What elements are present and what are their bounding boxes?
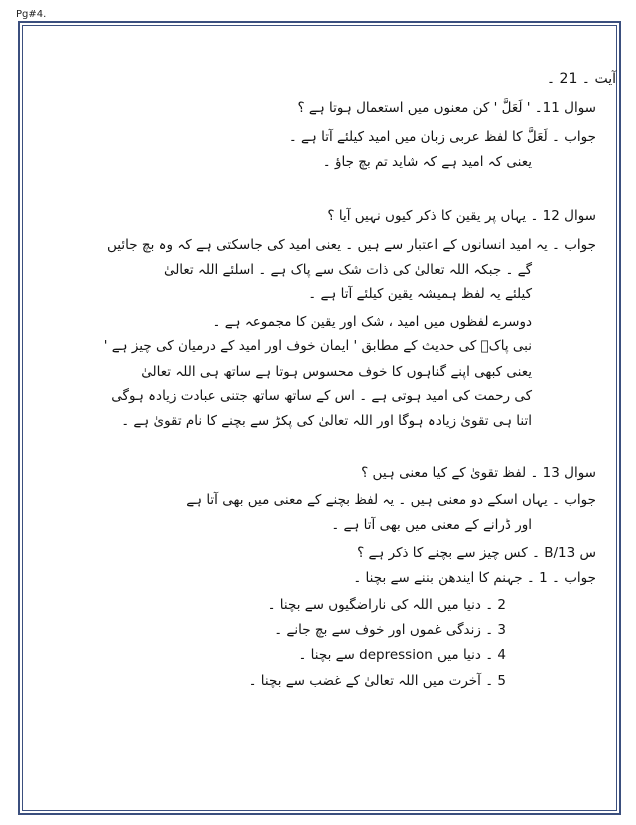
text-line: 3 ۔ زندگی غموں اور خوف سے بچ جانے ۔ xyxy=(274,622,506,638)
text-line: جواب ۔ یہاں اسکے دو معنی ہیں ۔ یہ لفظ بچنے کے معنی میں بھی آتا ہے xyxy=(186,492,596,508)
text-line: اتنا ہی تقویٰ زیادہ ہوگا اور اللہ تعالیٰ کی پکڑ سے بچنے کا نام تقویٰ ہے ۔ xyxy=(121,413,532,429)
text-line: سوال 11۔ ' لَعَلَّ ' کن معنوں میں استعمال ہوتا ہے ؟ xyxy=(297,100,596,116)
text-line: کی رحمت کی امید ہوتی ہے ۔ اس کے ساتھ ساتھ جتنی عبادت زیادہ ہوگی xyxy=(111,388,532,404)
text-line: 5 ۔ آخرت میں اللہ تعالیٰ کے غضب سے بچنا ۔ xyxy=(248,673,506,689)
text-line: جواب ۔ لَعَلَّ کا لفظ عربی زبان میں امید کیلئے آتا ہے ۔ xyxy=(288,129,596,145)
text-line: یعنی کہ امید ہے کہ شاید تم بچ جاؤ ۔ xyxy=(322,154,532,170)
text-line: گے ۔ جبکہ اللہ تعالیٰ کی ذات شک سے پاک ہے ۔ اسلئے اللہ تعالیٰ xyxy=(163,262,532,278)
ayah-heading: آیت ۔ 21 ۔ xyxy=(546,71,616,87)
text-line: س 13/B ۔ کس چیز سے بچنے کا ذکر ہے ؟ xyxy=(357,545,596,561)
text-line: کیلئے یہ لفظ ہمیشہ یقین کیلئے آتا ہے ۔ xyxy=(308,286,532,302)
text-line: جواب ۔ 1 ۔ جہنم کا ایندھن بننے سے بچنا ۔ xyxy=(353,570,596,586)
text-line: سوال 13 ۔ لفظ تقویٰ کے کیا معنی ہیں ؟ xyxy=(361,465,596,481)
page-number: Pg#4. xyxy=(16,9,47,20)
text-line: 4 ۔ دنیا میں depression سے بچنا ۔ xyxy=(298,647,506,663)
text-line: اور ڈرانے کے معنی میں بھی آتا ہے ۔ xyxy=(331,517,532,533)
text-line: جواب ۔ یہ امید انسانوں کے اعتبار سے ہیں ۔ یعنی امید کی جاسکتی ہے کہ وہ بچ جائیں xyxy=(107,237,596,253)
text-line: 2 ۔ دنیا میں اللہ کی ناراضگیوں سے بچنا ۔ xyxy=(267,597,506,613)
text-line: نبی پاکؐ کی حدیث کے مطابق ' ایمان خوف اور امید کے درمیان کی چیز ہے ' xyxy=(103,338,532,354)
text-line: سوال 12 ۔ یہاں پر یقین کا ذکر کیوں نہیں آیا ؟ xyxy=(327,208,596,224)
text-line: یعنی کبھی اپنے گناہوں کا خوف محسوس ہوتا ہے ساتھ ہی اللہ تعالیٰ xyxy=(141,364,532,380)
text-line: دوسرے لفظوں میں امید ، شک اور یقین کا مجموعہ ہے ۔ xyxy=(212,314,532,330)
